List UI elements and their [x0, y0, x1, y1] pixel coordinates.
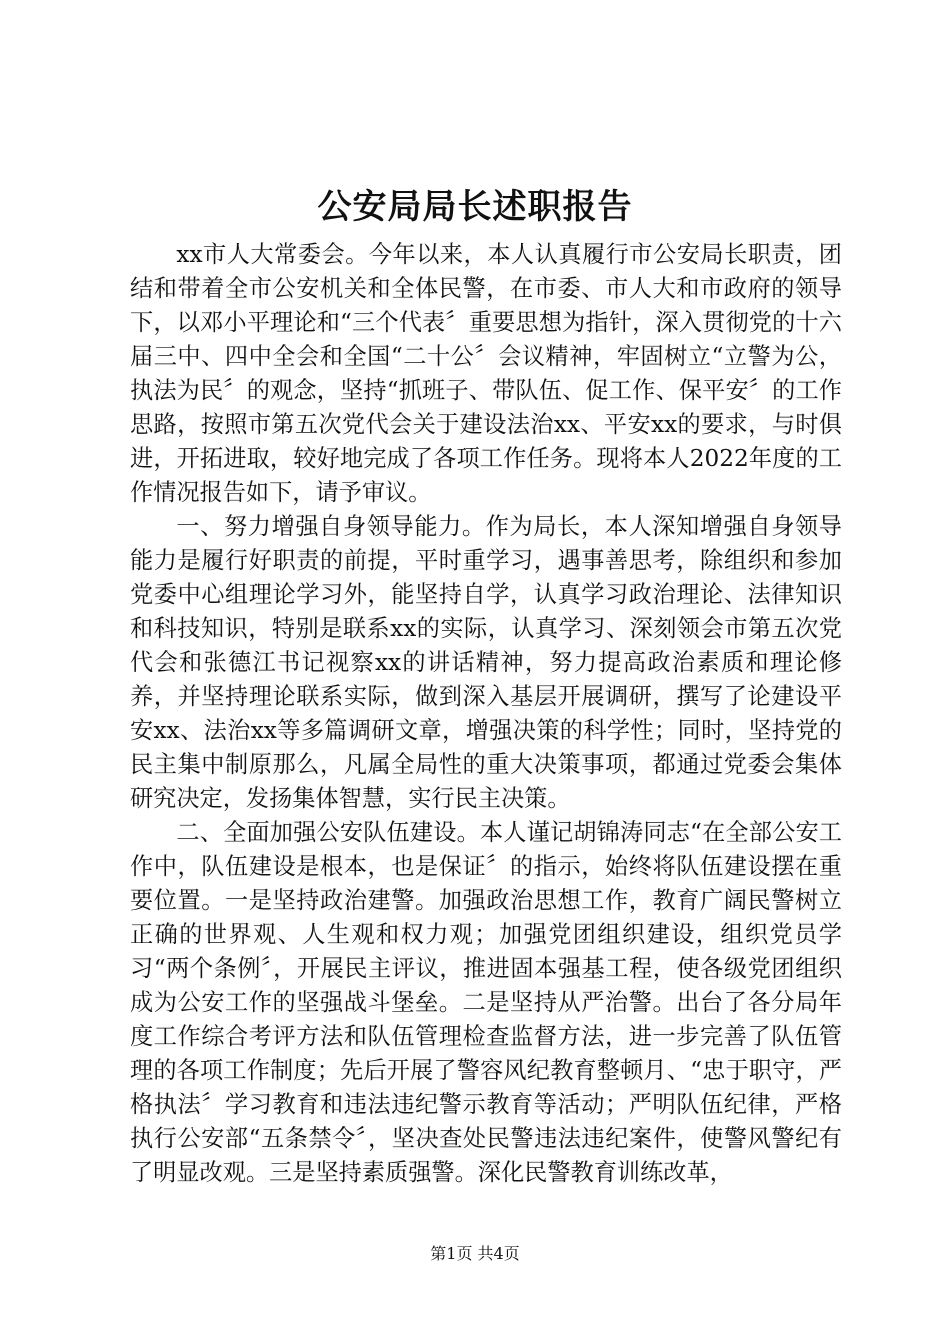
paragraph-section-2: 二、全面加强公安队伍建设。本人谨记胡锦涛同志“在全部公安工作中，队伍建设是根本，也是保证〞的指示，始终将队伍建设摆在重要位置。一是坚持政治建警。加强政治思想工作，教育广阔民警树立正确的世界观、人生观和权力观；加强党团组织建设，组织党员学习“两个条例〞，开展民主评议，推进固本强基工程，使各级党团组织成为公安工作的坚强战斗堡垒。二是坚持从严治警。出台了各分局年度工作综合考评方法和队伍管理检查监督方法，进一步完善了队伍管理的各项工作制度；先后开展了警容风纪教育整顿月、“忠于职守，严格执法〞学习教育和违法违纪警示教育等活动；严明队伍纪律，严格执行公安部“五条禁令〞，坚决查处民警违法违纪案件，使警风警纪有了明显改观。三是坚持素质强警。深化民警教育训练改革，	[130, 819, 842, 1186]
document-title: 公安局局长述职报告	[317, 187, 633, 227]
paragraph-section-1: 一、努力增强自身领导能力。作为局长，本人深知增强自身领导能力是履行好职责的前提，平时重学习，遇事善思考，除组织和参加党委中心组理论学习外，能坚持自学，认真学习政治理论、法律知识和科技知识，特别是联系xx的实际，认真学习、深刻领会市第五次党代会和张德江书记视察xx的讲话精神，努力提高政治素质和理论修养，并坚持理论联系实际，做到深入基层开展调研，撰写了论建设平安xx、法治xx等多篇调研文章，增强决策的科学性；同时，坚持党的民主集中制原那么，凡属全局性的重大决策事项，都通过党委会集体研究决定，发扬集体智慧，实行民主决策。	[130, 513, 842, 812]
page-number-footer: 第1页 共4页	[430, 1244, 520, 1263]
paragraph-intro: xx市人大常委会。今年以来，本人认真履行市公安局长职责，团结和带着全市公安机关和全体民警，在市委、市人大和市政府的领导下，以邓小平理论和“三个代表〞重要思想为指针，深入贯彻党的十六届三中、四中全会和全国“二十公〞会议精神，牢固树立“立警为公，执法为民〞的观念，坚持“抓班子、带队伍、促工作、保平安〞的工作思路，按照市第五次党代会关于建设法治xx、平安xx的要求，与时俱进，开拓进取，较好地完成了各项工作任务。现将本人2022年度的工作情况报告如下，请予审议。	[130, 241, 842, 506]
document-body	[130, 238, 842, 1190]
